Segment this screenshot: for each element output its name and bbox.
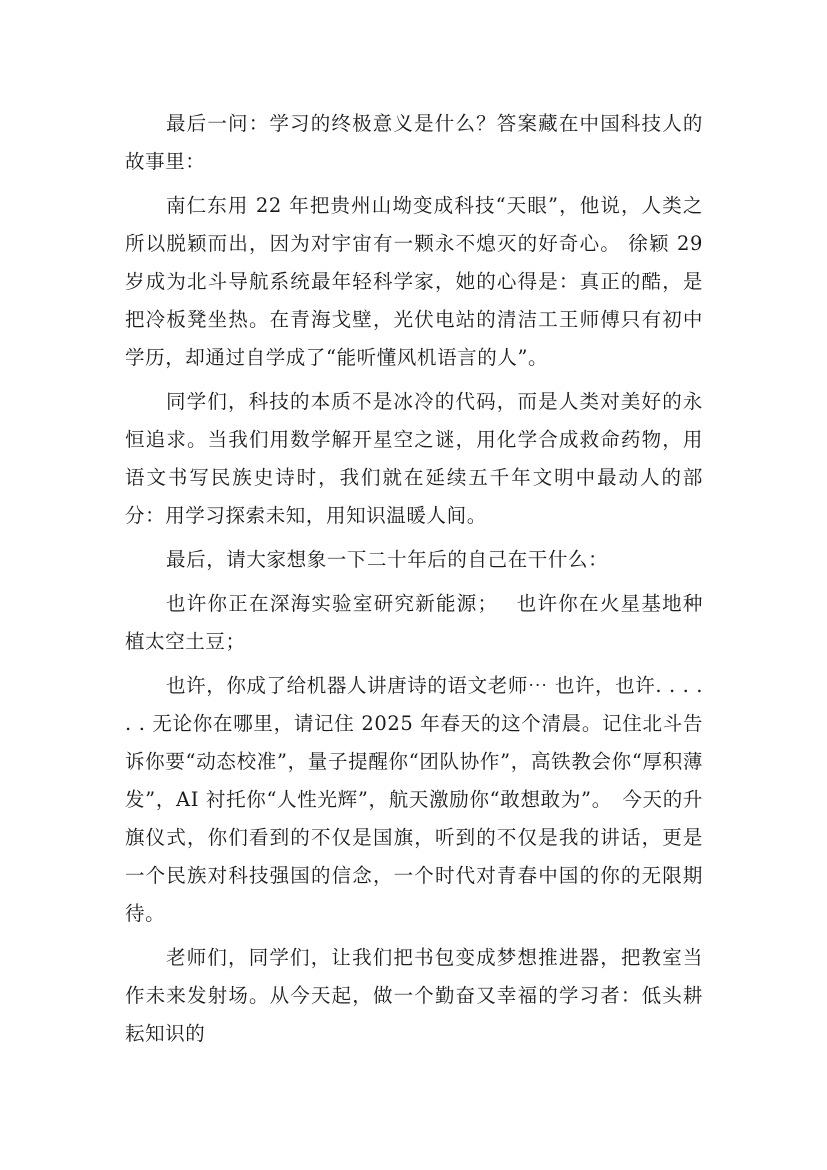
paragraph-scientist-stories: 南仁东用 22 年把贵州山坳变成科技“天眼”，他说，人类之所以脱颖而出，因为对宇宙有一颗永不熄灭的好奇心。 徐颖 29 岁成为北斗导航系统最年轻科学家，她的心得是：真正的酷，是把冷板凳坐热。在青海戈壁，光伏电站的清洁工王师傅只有初中学历，却通过自学成了“能听懂风机语言的人”。 bbox=[125, 194, 703, 369]
paragraph-remember-this-morning: 也许，你成了给机器人讲唐诗的语文老师⋯ 也许，也许. . . . . . 无论你在哪里，请记住 2025 年春天的这个清晨。记住北斗告诉你要“动态校准”，量子提醒你“团队协作”，高铁教会你“厚积薄发”，AI 衬托你“人性光辉”，航天激励你“敢想敢为”。 今天的升旗仪式，你们看到的不仅是国旗，听到的不仅是我的讲话，更是一个民族对科技强国的信念，一个时代对青春中国的你的无限期待。 bbox=[125, 674, 703, 925]
paragraph-essence-of-technology: 同学们，科技的本质不是冰冷的代码，而是人类对美好的永恒追求。当我们用数学解开星空之谜，用化学合成救命药物，用语文书写民族史诗时，我们就在延续五千年文明中最动人的部分：用学习探索未知，用知识温暖人间。 bbox=[125, 390, 703, 527]
paragraph-call-to-action: 老师们，同学们，让我们把书包变成梦想推进器，把教室当作未来发射场。从今天起，做一个勤奋又幸福的学习者：低头耕耘知识的 bbox=[125, 946, 703, 1045]
document-body bbox=[125, 105, 703, 1059]
paragraph-final-question: 最后一问：学习的终极意义是什么？答案藏在中国科技人的故事里： bbox=[125, 112, 703, 173]
paragraph-maybe-deep-sea: 也许你正在深海实验室研究新能源； 也许你在火星基地种植太空土豆； bbox=[125, 592, 703, 653]
paragraph-imagine-future: 最后，请大家想象一下二十年后的自己在干什么： bbox=[166, 548, 609, 571]
